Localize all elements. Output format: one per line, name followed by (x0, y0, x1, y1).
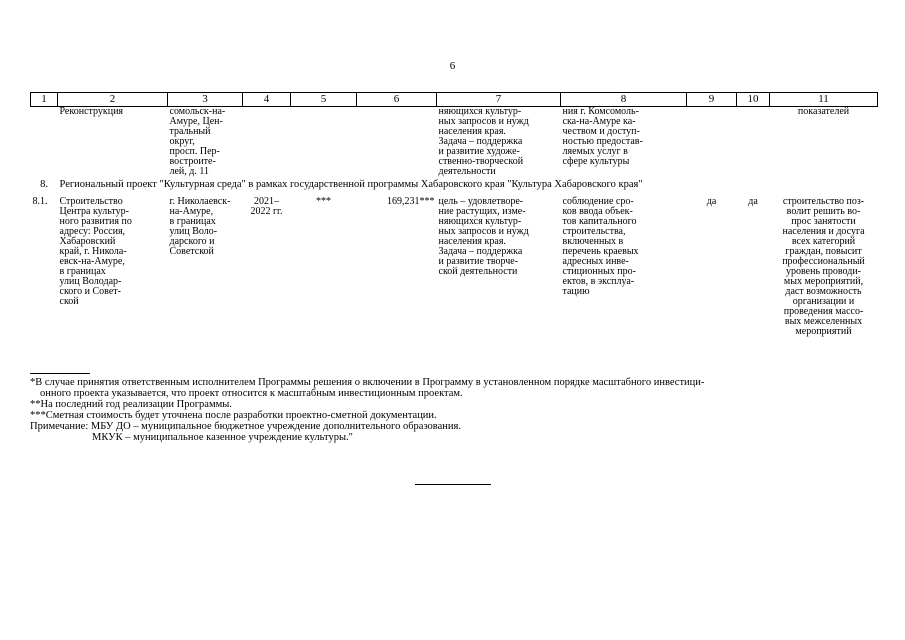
cell-flag-2: да (748, 196, 758, 207)
cell-address: сомольск-на- Амуре, Цен- тральный округ, просп. Пер- востроите- лей, д. 11 (169, 106, 226, 177)
cell-goal: цель – удовлетворе- ние растущих, изме- няющихся культур- ных запросов и нужд населения края. Задача – поддержка и развитие творче- ской деятельности (438, 196, 529, 277)
note-line-2: МКУК – муниципальное казенное учреждение культуры." (92, 432, 353, 443)
cell-effect: строительство поз- волит решить во- прос занятости населения и досуга всех категорий граждан, повысит профессиональный уровень проводи- мых мероприятий, даст возможность организации и проведения массо- вых межселенных мероприятий (782, 196, 865, 337)
cell-number: 8.1. (32, 196, 48, 207)
note-line-1: Примечание: МБУ ДО – муниципальное бюджетное учреждение дополнительного образования. (30, 421, 461, 432)
cell-name: Реконструкция (59, 106, 124, 117)
cell-name: Строительство Центра культур- ного развития по адресу: Россия, Хабаровский край, г. Никола- евск-на-Амуре, в границах улиц Володар- ского и Совет- ской (59, 196, 132, 307)
header-col-2: 2 (58, 93, 168, 107)
cell-cost-total: *** (316, 196, 331, 207)
cell-indicator: ния г. Комсомоль- ска-на-Амуре ка- чеством и доступ- ностью предостав- ляемых услуг в сфере культуры (562, 106, 643, 167)
page-number: 6 (449, 60, 456, 72)
cell-goal: няющихся культур- ных запросов и нужд населения края. Задача – поддержка и развитие художе- ственно-творческой деятельности (438, 106, 529, 177)
header-col-3: 3 (168, 93, 243, 107)
program-table (30, 92, 878, 337)
header-col-7: 7 (437, 93, 561, 107)
end-rule (415, 484, 491, 485)
cell-period: 2021– 2022 гг. (250, 196, 283, 217)
cell-effect: показателей (797, 106, 850, 117)
header-col-11: 11 (770, 93, 878, 107)
header-row (31, 93, 878, 107)
section-number: 8. (40, 179, 48, 190)
footnote-rule (30, 373, 90, 374)
cell-cost-budget: 169,231*** (387, 196, 435, 207)
header-col-4: 4 (243, 93, 291, 107)
header-col-10: 10 (737, 93, 770, 107)
section-title: Региональный проект "Культурная среда" в рамках государственной программы Хабаровского края "Культура Хабаровского края" (59, 179, 643, 190)
cell-indicator: соблюдение сро- ков ввода объек- тов капитального строительства, включенных в перечень краевых адресных инве- стиционных про- ектов, в эксплуа- тацию (562, 196, 639, 297)
footnote-1: *В случае принятия ответственным исполнителем Программы решения о включении в Программу в установленном порядке масштабного инвестици- (30, 377, 705, 388)
header-col-1: 1 (31, 93, 58, 107)
table-row (31, 107, 878, 178)
header-col-6: 6 (357, 93, 437, 107)
header-col-5: 5 (291, 93, 357, 107)
header-col-9: 9 (687, 93, 737, 107)
cell-flag-1: да (706, 196, 717, 207)
footnotes (30, 375, 877, 443)
header-col-8: 8 (561, 93, 687, 107)
footnote-2: **На последний год реализации Программы. (30, 399, 232, 410)
cell-address: г. Николаевск- на-Амуре, в границах улиц Воло- дарского и Советской (169, 196, 231, 257)
footnote-1-cont: онного проекта указывается, что проект относится к масштабным инвестиционным проектам. (40, 388, 463, 399)
footnote-3: ***Сметная стоимость будет уточнена после разработки проектно-сметной документации. (30, 410, 437, 421)
table-row (31, 193, 878, 337)
section-row (31, 177, 878, 193)
